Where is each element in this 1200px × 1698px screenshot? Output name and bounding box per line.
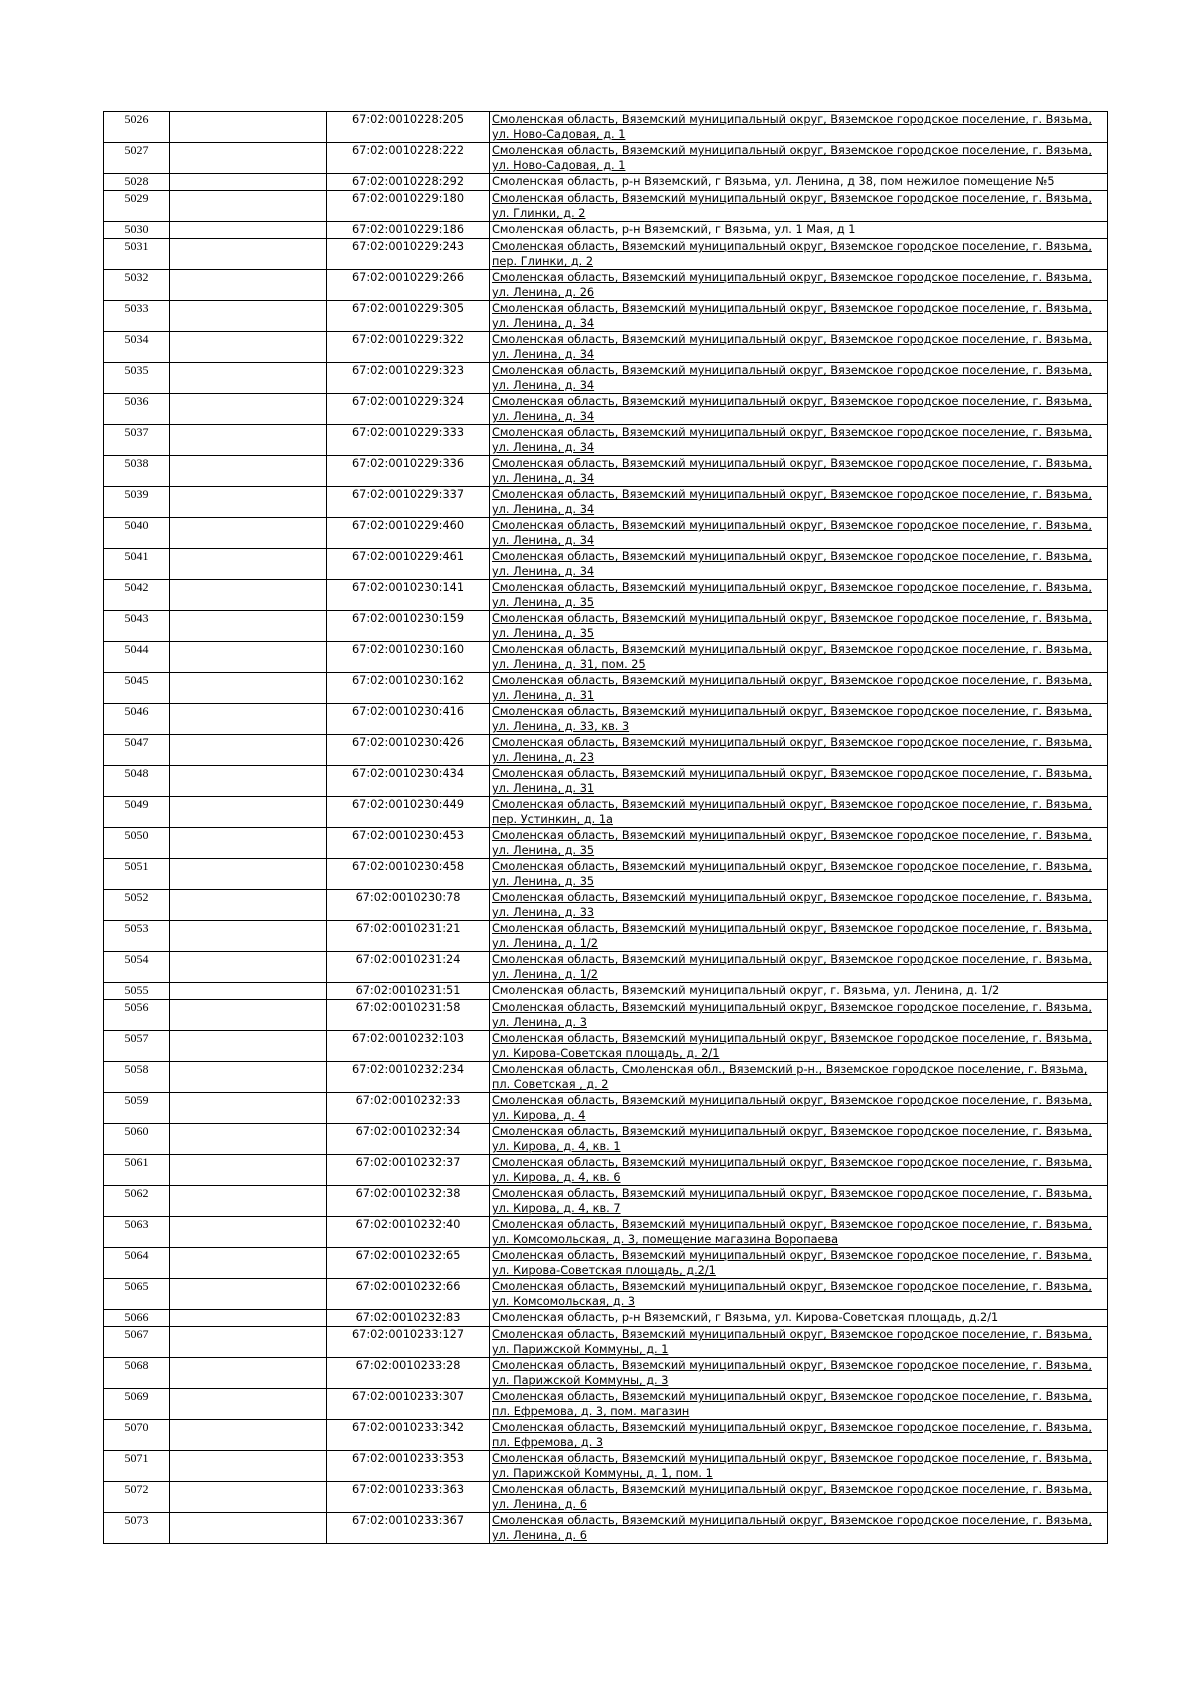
address-text: Смоленская область, Вяземский муниципальный округ, Вяземское городское поселение, г. Вязьма, ул. Ленина, д. 31, пом. 25 (492, 643, 1092, 671)
table-row (104, 890, 1108, 921)
cadastral-number-cell: 67:02:0010230:434 (327, 766, 490, 797)
cadastral-number-cell: 67:02:0010232:37 (327, 1155, 490, 1186)
address-cell (490, 222, 1108, 239)
cadastral-number-cell: 67:02:0010232:34 (327, 1124, 490, 1155)
empty-cell (170, 1155, 327, 1186)
address-text: Смоленская область, Вяземский муниципальный округ, Вяземское городское поселение, г. Вязьма, ул. Ленина, д. 34 (492, 457, 1092, 485)
table-row (104, 1217, 1108, 1248)
address-cell (490, 890, 1108, 921)
table-row (104, 112, 1108, 143)
row-number-cell: 5052 (104, 890, 170, 921)
row-number-cell: 5029 (104, 191, 170, 222)
cadastral-number-cell: 67:02:0010229:180 (327, 191, 490, 222)
cadastral-number-cell: 67:02:0010231:21 (327, 921, 490, 952)
address-text: Смоленская область, Вяземский муниципальный округ, Вяземское городское поселение, г. Вязьма, пл. Ефремова, д. 3, пом. магазин (492, 1390, 1092, 1418)
cadastral-number-cell: 67:02:0010230:426 (327, 735, 490, 766)
row-number-cell: 5056 (104, 1000, 170, 1031)
address-text: Смоленская область, р-н Вяземский, г Вязьма, ул. Ленина, д 38, пом нежилое помещение №5 (492, 175, 1055, 188)
row-number-cell: 5067 (104, 1327, 170, 1358)
address-cell (490, 1358, 1108, 1389)
empty-cell (170, 673, 327, 704)
empty-cell (170, 642, 327, 673)
address-text: Смоленская область, Вяземский муниципальный округ, Вяземское городское поселение, г. Вязьма, ул. Ленина, д. 31 (492, 767, 1092, 795)
cadastral-number-cell: 67:02:0010230:162 (327, 673, 490, 704)
row-number-cell: 5063 (104, 1217, 170, 1248)
address-text: Смоленская область, Вяземский муниципальный округ, Вяземское городское поселение, г. Вязьма, ул. Ленина, д. 34 (492, 395, 1092, 423)
address-cell (490, 1217, 1108, 1248)
cadastral-number-cell: 67:02:0010230:453 (327, 828, 490, 859)
table-row (104, 766, 1108, 797)
row-number-cell: 5069 (104, 1389, 170, 1420)
empty-cell (170, 363, 327, 394)
cadastral-number-cell: 67:02:0010229:336 (327, 456, 490, 487)
cadastral-number-cell: 67:02:0010230:449 (327, 797, 490, 828)
address-text: Смоленская область, Вяземский муниципальный округ, Вяземское городское поселение, г. Вязьма, ул. Ленина, д. 34 (492, 550, 1092, 578)
table-row (104, 828, 1108, 859)
address-text: Смоленская область, Вяземский муниципальный округ, Вяземское городское поселение, г. Вязьма, ул. Ленина, д. 35 (492, 581, 1092, 609)
address-cell (490, 1000, 1108, 1031)
row-number-cell: 5032 (104, 270, 170, 301)
cadastral-number-cell: 67:02:0010230:458 (327, 859, 490, 890)
cadastral-number-cell: 67:02:0010229:460 (327, 518, 490, 549)
row-number-cell: 5051 (104, 859, 170, 890)
cadastral-number-cell: 67:02:0010229:322 (327, 332, 490, 363)
address-cell (490, 859, 1108, 890)
table-row (104, 704, 1108, 735)
address-cell (490, 332, 1108, 363)
empty-cell (170, 1062, 327, 1093)
row-number-cell: 5046 (104, 704, 170, 735)
table-row (104, 1155, 1108, 1186)
table-row (104, 1000, 1108, 1031)
cadastral-number-cell: 67:02:0010232:65 (327, 1248, 490, 1279)
address-cell (490, 363, 1108, 394)
address-text: Смоленская область, Вяземский муниципальный округ, Вяземское городское поселение, г. Вязьма, ул. Ленина, д. 34 (492, 302, 1092, 330)
empty-cell (170, 704, 327, 735)
cadastral-number-cell: 67:02:0010231:24 (327, 952, 490, 983)
address-text: Смоленская область, Вяземский муниципальный округ, Вяземское городское поселение, г. Вязьма, ул. Ленина, д. 34 (492, 426, 1092, 454)
cadastral-number-cell: 67:02:0010232:103 (327, 1031, 490, 1062)
row-number-cell: 5026 (104, 112, 170, 143)
address-cell (490, 797, 1108, 828)
cadastral-number-cell: 67:02:0010229:305 (327, 301, 490, 332)
table-row (104, 921, 1108, 952)
empty-cell (170, 174, 327, 191)
register-table (103, 111, 1108, 1544)
row-number-cell: 5072 (104, 1482, 170, 1513)
cadastral-number-cell: 67:02:0010232:38 (327, 1186, 490, 1217)
cadastral-number-cell: 67:02:0010233:353 (327, 1451, 490, 1482)
address-text: Смоленская область, Вяземский муниципальный округ, Вяземское городское поселение, г. Вязьма, ул. Кирова, д. 4, кв. 7 (492, 1187, 1092, 1215)
empty-cell (170, 1389, 327, 1420)
empty-cell (170, 1248, 327, 1279)
table-row (104, 859, 1108, 890)
address-cell (490, 673, 1108, 704)
table-row (104, 222, 1108, 239)
address-cell (490, 1031, 1108, 1062)
row-number-cell: 5066 (104, 1310, 170, 1327)
row-number-cell: 5070 (104, 1420, 170, 1451)
address-cell (490, 1310, 1108, 1327)
address-text: Смоленская область, Вяземский муниципальный округ, Вяземское городское поселение, г. Вязьма, ул. Глинки, д. 2 (492, 192, 1092, 220)
table-row (104, 952, 1108, 983)
empty-cell (170, 1279, 327, 1310)
row-number-cell: 5050 (104, 828, 170, 859)
cadastral-number-cell: 67:02:0010230:160 (327, 642, 490, 673)
empty-cell (170, 921, 327, 952)
row-number-cell: 5041 (104, 549, 170, 580)
empty-cell (170, 611, 327, 642)
address-cell (490, 1389, 1108, 1420)
cadastral-number-cell: 67:02:0010232:83 (327, 1310, 490, 1327)
table-row (104, 642, 1108, 673)
address-cell (490, 1327, 1108, 1358)
row-number-cell: 5037 (104, 425, 170, 456)
table-row (104, 270, 1108, 301)
row-number-cell: 5040 (104, 518, 170, 549)
table-row (104, 611, 1108, 642)
address-text: Смоленская область, Вяземский муниципальный округ, Вяземское городское поселение, г. Вязьма, ул. Комсомольская, д. 3 (492, 1280, 1092, 1308)
empty-cell (170, 983, 327, 1000)
empty-cell (170, 580, 327, 611)
table-row (104, 1451, 1108, 1482)
table-row (104, 1279, 1108, 1310)
row-number-cell: 5057 (104, 1031, 170, 1062)
table-row (104, 1513, 1108, 1544)
row-number-cell: 5028 (104, 174, 170, 191)
row-number-cell: 5060 (104, 1124, 170, 1155)
row-number-cell: 5034 (104, 332, 170, 363)
table-row (104, 487, 1108, 518)
address-cell (490, 239, 1108, 270)
row-number-cell: 5058 (104, 1062, 170, 1093)
table-row (104, 1327, 1108, 1358)
table-row (104, 425, 1108, 456)
address-cell (490, 735, 1108, 766)
cadastral-number-cell: 67:02:0010230:159 (327, 611, 490, 642)
empty-cell (170, 487, 327, 518)
cadastral-number-cell: 67:02:0010229:186 (327, 222, 490, 239)
row-number-cell: 5047 (104, 735, 170, 766)
address-text: Смоленская область, Вяземский муниципальный округ, Вяземское городское поселение, г. Вязьма, ул. Ленина, д. 26 (492, 271, 1092, 299)
address-text: Смоленская область, Вяземский муниципальный округ, Вяземское городское поселение, г. Вязьма, ул. Парижской Коммуны, д. 1, пом. 1 (492, 1452, 1092, 1480)
address-text: Смоленская область, Вяземский муниципальный округ, Вяземское городское поселение, г. Вязьма, ул. Ленина, д. 35 (492, 612, 1092, 640)
cadastral-number-cell: 67:02:0010229:266 (327, 270, 490, 301)
cadastral-number-cell: 67:02:0010228:205 (327, 112, 490, 143)
row-number-cell: 5030 (104, 222, 170, 239)
row-number-cell: 5062 (104, 1186, 170, 1217)
address-cell (490, 766, 1108, 797)
cadastral-number-cell: 67:02:0010233:367 (327, 1513, 490, 1544)
address-cell (490, 611, 1108, 642)
cadastral-number-cell: 67:02:0010231:58 (327, 1000, 490, 1031)
row-number-cell: 5043 (104, 611, 170, 642)
row-number-cell: 5036 (104, 394, 170, 425)
empty-cell (170, 1358, 327, 1389)
cadastral-number-cell: 67:02:0010229:324 (327, 394, 490, 425)
address-text: Смоленская область, Вяземский муниципальный округ, Вяземское городское поселение, г. Вязьма, ул. Ленина, д. 3 (492, 1001, 1092, 1029)
empty-cell (170, 890, 327, 921)
address-text: Смоленская область, Вяземский муниципальный округ, Вяземское городское поселение, г. Вязьма, ул. Комсомольская, д. 3, помещение магазина Воропаева (492, 1218, 1092, 1246)
table-row (104, 1482, 1108, 1513)
table-row (104, 983, 1108, 1000)
cadastral-number-cell: 67:02:0010233:307 (327, 1389, 490, 1420)
row-number-cell: 5048 (104, 766, 170, 797)
table-row (104, 239, 1108, 270)
address-cell (490, 518, 1108, 549)
address-text: Смоленская область, Вяземский муниципальный округ, Вяземское городское поселение, г. Вязьма, ул. Ленина, д. 1/2 (492, 922, 1092, 950)
address-cell (490, 394, 1108, 425)
cadastral-number-cell: 67:02:0010228:292 (327, 174, 490, 191)
table-row (104, 301, 1108, 332)
table-row (104, 1248, 1108, 1279)
empty-cell (170, 456, 327, 487)
empty-cell (170, 1093, 327, 1124)
address-text: Смоленская область, Вяземский муниципальный округ, Вяземское городское поселение, г. Вязьма, ул. Кирова-Советская площадь, д. 2/1 (492, 1032, 1092, 1060)
address-cell (490, 642, 1108, 673)
empty-cell (170, 239, 327, 270)
address-text: Смоленская область, Вяземский муниципальный округ, Вяземское городское поселение, г. Вязьма, ул. Ново-Садовая, д. 1 (492, 144, 1092, 172)
address-cell (490, 487, 1108, 518)
address-cell (490, 191, 1108, 222)
row-number-cell: 5061 (104, 1155, 170, 1186)
address-text: Смоленская область, Вяземский муниципальный округ, Вяземское городское поселение, г. Вязьма, ул. Ленина, д. 35 (492, 829, 1092, 857)
address-text: Смоленская область, Вяземский муниципальный округ, Вяземское городское поселение, г. Вязьма, ул. Ленина, д. 34 (492, 333, 1092, 361)
cadastral-number-cell: 67:02:0010233:363 (327, 1482, 490, 1513)
empty-cell (170, 1031, 327, 1062)
table-row (104, 174, 1108, 191)
cadastral-number-cell: 67:02:0010229:461 (327, 549, 490, 580)
address-cell (490, 580, 1108, 611)
address-text: Смоленская область, Вяземский муниципальный округ, Вяземское городское поселение, г. Вязьма, ул. Ленина, д. 35 (492, 860, 1092, 888)
address-cell (490, 1124, 1108, 1155)
cadastral-number-cell: 67:02:0010233:127 (327, 1327, 490, 1358)
table-row (104, 456, 1108, 487)
empty-cell (170, 301, 327, 332)
table-row (104, 363, 1108, 394)
address-text: Смоленская область, Вяземский муниципальный округ, Вяземское городское поселение, г. Вязьма, ул. Кирова-Советская площадь, д.2/1 (492, 1249, 1092, 1277)
address-text: Смоленская область, Вяземский муниципальный округ, Вяземское городское поселение, г. Вязьма, ул. Ленина, д. 34 (492, 519, 1092, 547)
row-number-cell: 5038 (104, 456, 170, 487)
row-number-cell: 5031 (104, 239, 170, 270)
address-text: Смоленская область, Вяземский муниципальный округ, г. Вязьма, ул. Ленина, д. 1/2 (492, 984, 1000, 997)
address-text: Смоленская область, Вяземский муниципальный округ, Вяземское городское поселение, г. Вязьма, ул. Ленина, д. 34 (492, 364, 1092, 392)
address-text: Смоленская область, Вяземский муниципальный округ, Вяземское городское поселение, г. Вязьма, ул. Парижской Коммуны, д. 3 (492, 1359, 1092, 1387)
empty-cell (170, 766, 327, 797)
address-text: Смоленская область, Вяземский муниципальный округ, Вяземское городское поселение, г. Вязьма, ул. Кирова, д. 4 (492, 1094, 1092, 1122)
cadastral-number-cell: 67:02:0010230:416 (327, 704, 490, 735)
empty-cell (170, 1482, 327, 1513)
address-cell (490, 983, 1108, 1000)
address-cell (490, 1513, 1108, 1544)
address-text: Смоленская область, Вяземский муниципальный округ, Вяземское городское поселение, г. Вязьма, ул. Ленина, д. 33, кв. 3 (492, 705, 1092, 733)
address-cell (490, 704, 1108, 735)
empty-cell (170, 1217, 327, 1248)
address-cell (490, 1420, 1108, 1451)
row-number-cell: 5053 (104, 921, 170, 952)
address-text: Смоленская область, Вяземский муниципальный округ, Вяземское городское поселение, г. Вязьма, ул. Кирова, д. 4, кв. 1 (492, 1125, 1092, 1153)
table-row (104, 1310, 1108, 1327)
table-row (104, 549, 1108, 580)
empty-cell (170, 518, 327, 549)
address-cell (490, 112, 1108, 143)
table-row (104, 735, 1108, 766)
register-table-body (104, 112, 1108, 1544)
address-cell (490, 425, 1108, 456)
empty-cell (170, 143, 327, 174)
address-cell (490, 143, 1108, 174)
address-text: Смоленская область, Вяземский муниципальный округ, Вяземское городское поселение, г. Вязьма, пер. Устинкин, д. 1а (492, 798, 1092, 826)
address-cell (490, 270, 1108, 301)
empty-cell (170, 549, 327, 580)
row-number-cell: 5045 (104, 673, 170, 704)
table-row (104, 394, 1108, 425)
table-row (104, 1358, 1108, 1389)
empty-cell (170, 797, 327, 828)
address-text: Смоленская область, Вяземский муниципальный округ, Вяземское городское поселение, г. Вязьма, ул. Ленина, д. 33 (492, 891, 1092, 919)
row-number-cell: 5044 (104, 642, 170, 673)
empty-cell (170, 828, 327, 859)
address-text: Смоленская область, Вяземский муниципальный округ, Вяземское городское поселение, г. Вязьма, пер. Глинки, д. 2 (492, 240, 1092, 268)
cadastral-number-cell: 67:02:0010229:243 (327, 239, 490, 270)
row-number-cell: 5033 (104, 301, 170, 332)
empty-cell (170, 394, 327, 425)
table-row (104, 332, 1108, 363)
address-cell (490, 828, 1108, 859)
table-row (104, 580, 1108, 611)
address-cell (490, 1155, 1108, 1186)
address-cell (490, 456, 1108, 487)
address-cell (490, 952, 1108, 983)
row-number-cell: 5054 (104, 952, 170, 983)
address-cell (490, 1279, 1108, 1310)
empty-cell (170, 191, 327, 222)
row-number-cell: 5027 (104, 143, 170, 174)
cadastral-number-cell: 67:02:0010228:222 (327, 143, 490, 174)
table-row (104, 143, 1108, 174)
address-text: Смоленская область, Смоленская обл., Вяземский р-н., Вяземское городское поселение, г. Вязьма, пл. Советская , д. 2 (492, 1063, 1088, 1091)
empty-cell (170, 222, 327, 239)
address-text: Смоленская область, р-н Вяземский, г Вязьма, ул. Кирова-Советская площадь, д.2/1 (492, 1311, 999, 1324)
address-text: Смоленская область, Вяземский муниципальный округ, Вяземское городское поселение, г. Вязьма, ул. Кирова, д. 4, кв. 6 (492, 1156, 1092, 1184)
table-row (104, 1389, 1108, 1420)
address-cell (490, 921, 1108, 952)
address-text: Смоленская область, Вяземский муниципальный округ, Вяземское городское поселение, г. Вязьма, ул. Ленина, д. 6 (492, 1483, 1092, 1511)
table-row (104, 1093, 1108, 1124)
empty-cell (170, 1327, 327, 1358)
cadastral-number-cell: 67:02:0010232:234 (327, 1062, 490, 1093)
row-number-cell: 5035 (104, 363, 170, 394)
address-text: Смоленская область, Вяземский муниципальный округ, Вяземское городское поселение, г. Вязьма, ул. Ленина, д. 34 (492, 488, 1092, 516)
empty-cell (170, 270, 327, 301)
address-cell (490, 301, 1108, 332)
empty-cell (170, 859, 327, 890)
empty-cell (170, 1310, 327, 1327)
row-number-cell: 5039 (104, 487, 170, 518)
empty-cell (170, 1513, 327, 1544)
cadastral-number-cell: 67:02:0010229:333 (327, 425, 490, 456)
empty-cell (170, 1420, 327, 1451)
address-text: Смоленская область, р-н Вяземский, г Вязьма, ул. 1 Мая, д 1 (492, 223, 856, 236)
table-row (104, 673, 1108, 704)
cadastral-number-cell: 67:02:0010230:78 (327, 890, 490, 921)
cadastral-number-cell: 67:02:0010231:51 (327, 983, 490, 1000)
empty-cell (170, 425, 327, 456)
address-cell (490, 1062, 1108, 1093)
row-number-cell: 5042 (104, 580, 170, 611)
row-number-cell: 5071 (104, 1451, 170, 1482)
address-text: Смоленская область, Вяземский муниципальный округ, Вяземское городское поселение, г. Вязьма, ул. Ново-Садовая, д. 1 (492, 113, 1092, 141)
row-number-cell: 5068 (104, 1358, 170, 1389)
cadastral-number-cell: 67:02:0010229:337 (327, 487, 490, 518)
cadastral-number-cell: 67:02:0010233:28 (327, 1358, 490, 1389)
address-cell (490, 1093, 1108, 1124)
empty-cell (170, 1451, 327, 1482)
cadastral-number-cell: 67:02:0010232:40 (327, 1217, 490, 1248)
cadastral-number-cell: 67:02:0010232:66 (327, 1279, 490, 1310)
address-text: Смоленская область, Вяземский муниципальный округ, Вяземское городское поселение, г. Вязьма, пл. Ефремова, д. 3 (492, 1421, 1092, 1449)
address-text: Смоленская область, Вяземский муниципальный округ, Вяземское городское поселение, г. Вязьма, ул. Ленина, д. 23 (492, 736, 1092, 764)
cadastral-number-cell: 67:02:0010229:323 (327, 363, 490, 394)
table-row (104, 1420, 1108, 1451)
address-cell (490, 549, 1108, 580)
table-row (104, 1062, 1108, 1093)
row-number-cell: 5064 (104, 1248, 170, 1279)
address-cell (490, 1451, 1108, 1482)
table-row (104, 191, 1108, 222)
address-cell (490, 1186, 1108, 1217)
row-number-cell: 5055 (104, 983, 170, 1000)
row-number-cell: 5059 (104, 1093, 170, 1124)
cadastral-number-cell: 67:02:0010233:342 (327, 1420, 490, 1451)
table-row (104, 1124, 1108, 1155)
cadastral-number-cell: 67:02:0010230:141 (327, 580, 490, 611)
empty-cell (170, 1186, 327, 1217)
row-number-cell: 5049 (104, 797, 170, 828)
address-text: Смоленская область, Вяземский муниципальный округ, Вяземское городское поселение, г. Вязьма, ул. Ленина, д. 31 (492, 674, 1092, 702)
table-row (104, 797, 1108, 828)
row-number-cell: 5073 (104, 1513, 170, 1544)
empty-cell (170, 112, 327, 143)
address-cell (490, 174, 1108, 191)
address-text: Смоленская область, Вяземский муниципальный округ, Вяземское городское поселение, г. Вязьма, ул. Ленина, д. 1/2 (492, 953, 1092, 981)
empty-cell (170, 1000, 327, 1031)
address-text: Смоленская область, Вяземский муниципальный округ, Вяземское городское поселение, г. Вязьма, ул. Парижской Коммуны, д. 1 (492, 1328, 1092, 1356)
empty-cell (170, 1124, 327, 1155)
empty-cell (170, 332, 327, 363)
address-cell (490, 1482, 1108, 1513)
empty-cell (170, 735, 327, 766)
table-row (104, 1186, 1108, 1217)
row-number-cell: 5065 (104, 1279, 170, 1310)
table-row (104, 518, 1108, 549)
empty-cell (170, 952, 327, 983)
cadastral-number-cell: 67:02:0010232:33 (327, 1093, 490, 1124)
address-cell (490, 1248, 1108, 1279)
address-text: Смоленская область, Вяземский муниципальный округ, Вяземское городское поселение, г. Вязьма, ул. Ленина, д. 6 (492, 1514, 1092, 1542)
table-row (104, 1031, 1108, 1062)
